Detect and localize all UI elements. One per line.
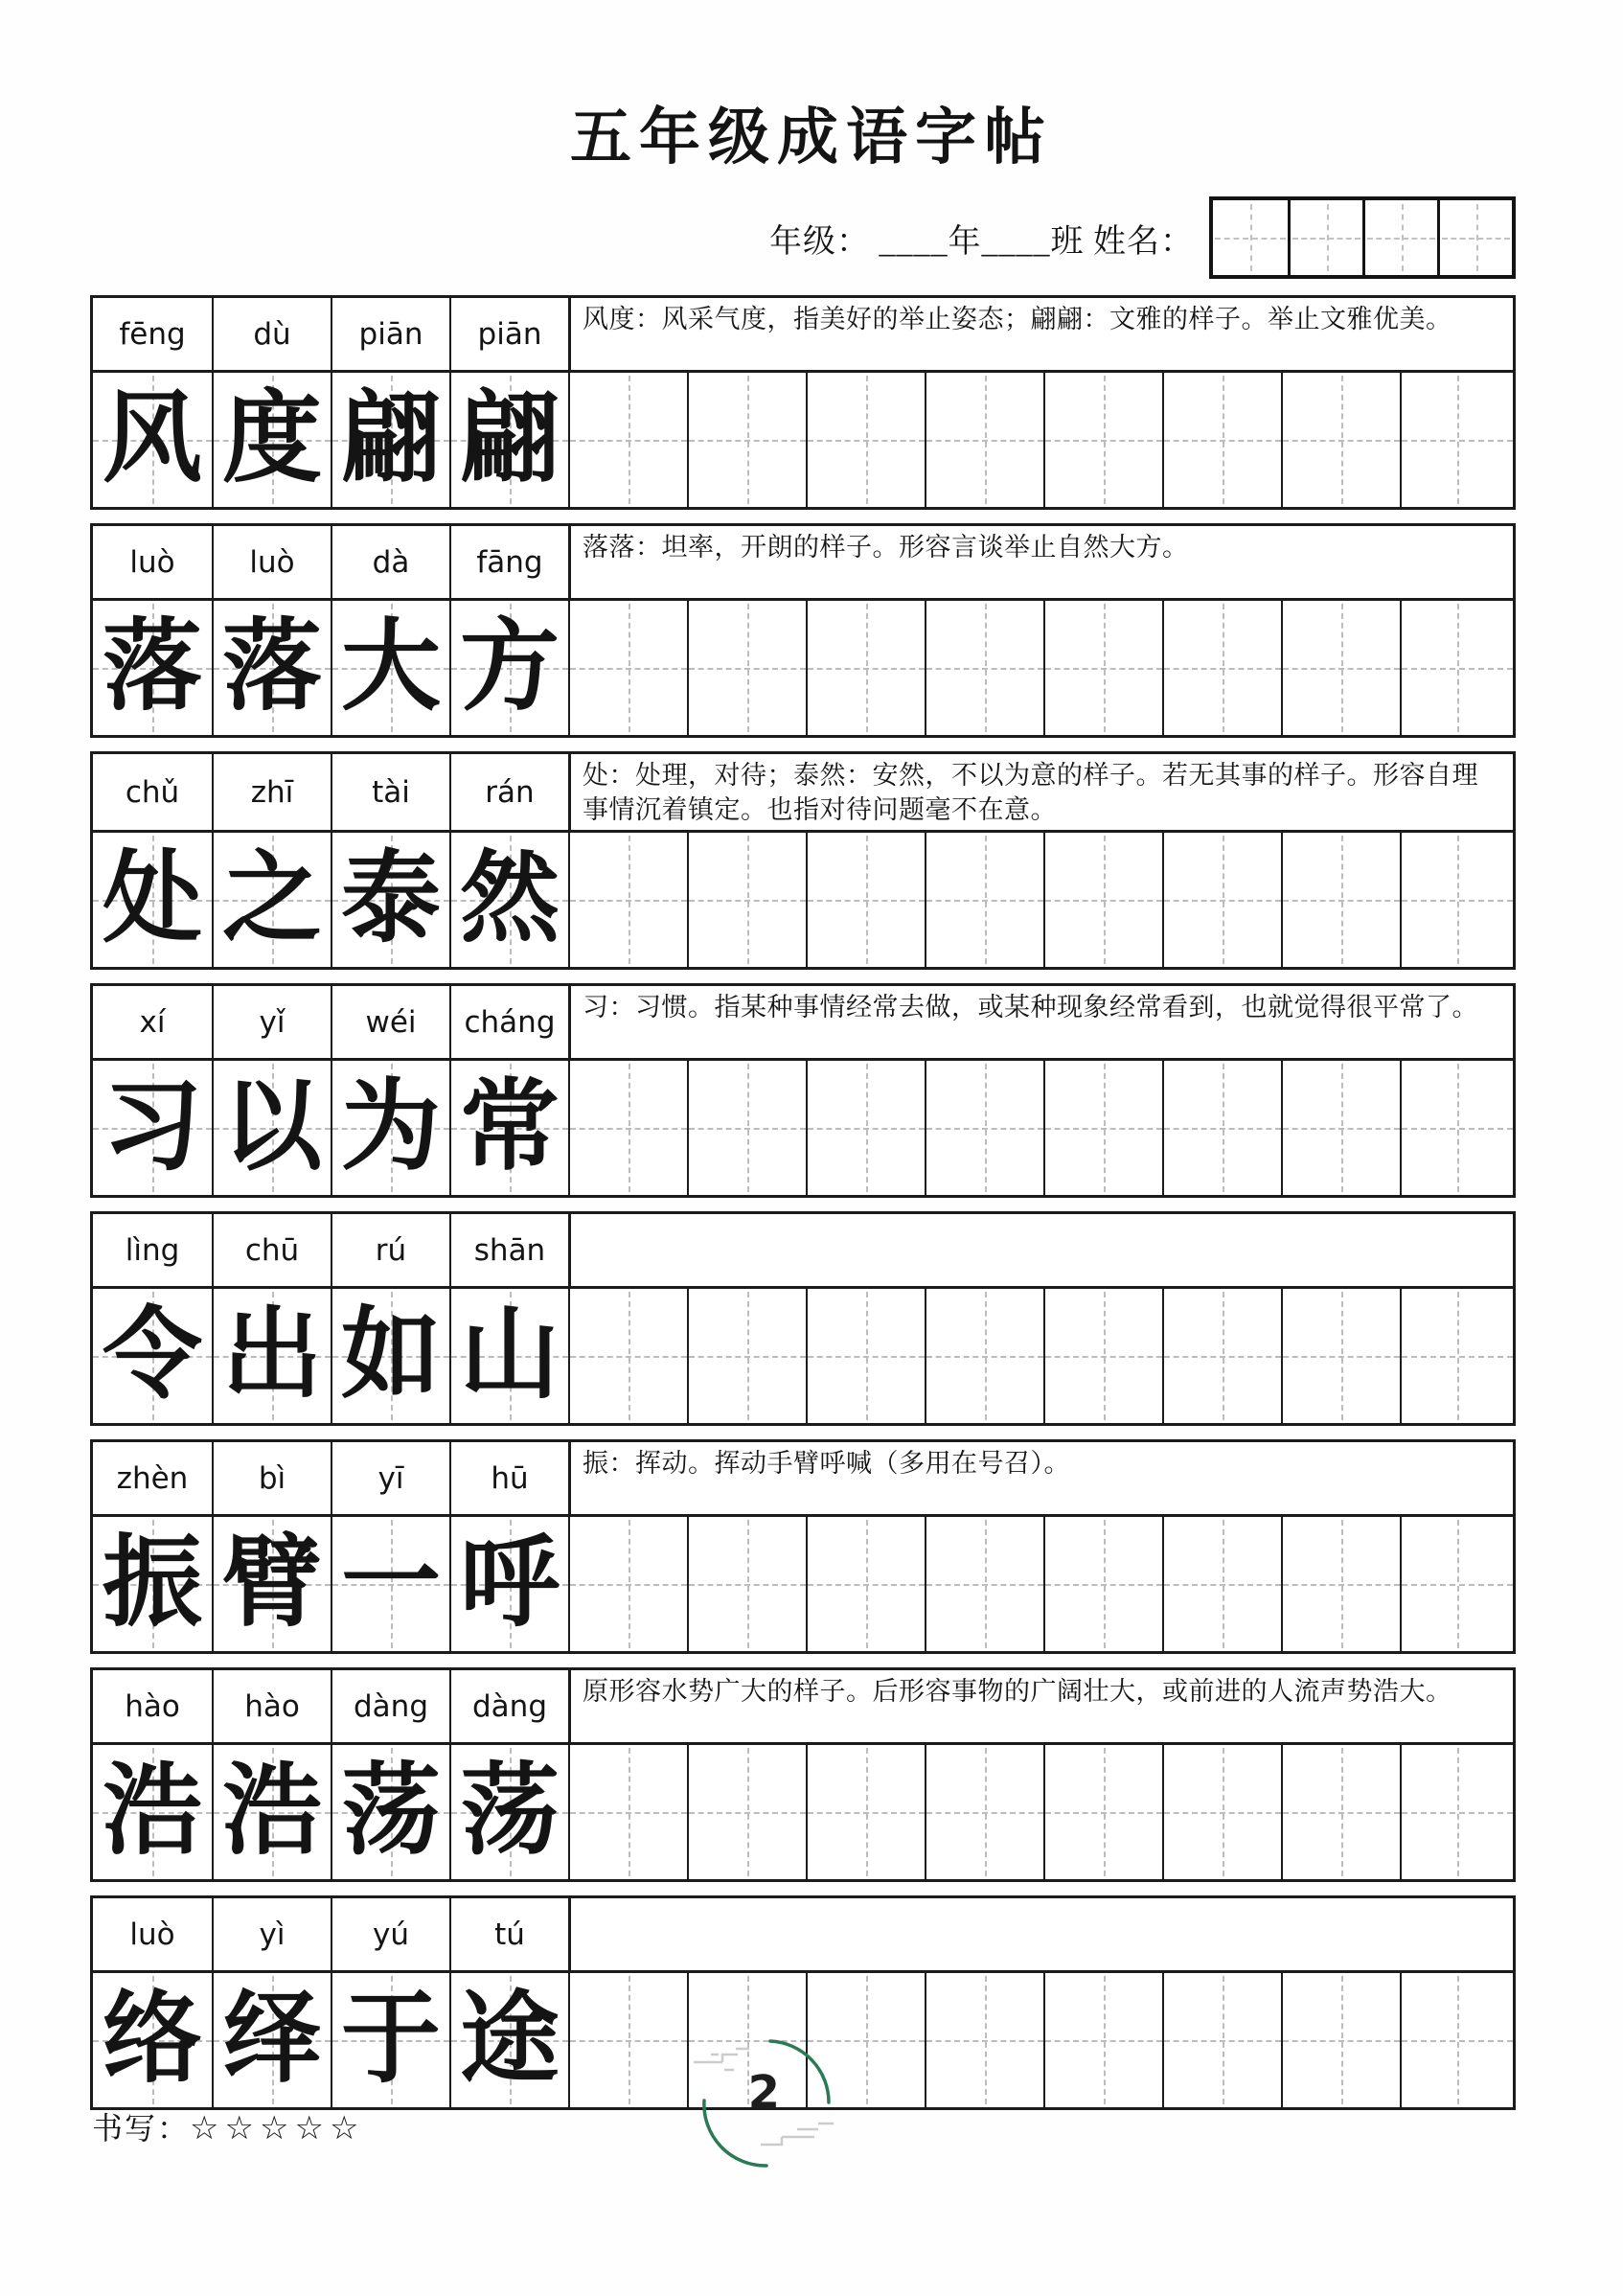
character-cell: 翩: [449, 373, 568, 507]
practice-cell: [1281, 1745, 1400, 1879]
practice-cell: [568, 1517, 687, 1651]
practice-cell: [568, 601, 687, 735]
grade-class-name-line: 年级： ____年____班 姓名：: [769, 223, 1194, 260]
practice-cell: [1400, 1289, 1513, 1423]
practice-cell: [806, 601, 925, 735]
character-cell: 出: [212, 1289, 331, 1423]
definition-text: [568, 1214, 1513, 1286]
practice-cell: [1281, 1289, 1400, 1423]
idiom-block: [90, 1211, 1516, 1426]
page-title: 五年级成语字帖: [570, 103, 1053, 172]
practice-cell: [1043, 1973, 1162, 2107]
practice-cell: [1400, 601, 1513, 735]
pinyin-cell: dàng: [331, 1670, 449, 1742]
rating-stars: ☆☆☆☆☆: [190, 2109, 365, 2147]
practice-cell: [1400, 1061, 1513, 1195]
practice-cell: [687, 1517, 806, 1651]
idiom-block: [90, 295, 1516, 510]
practice-cell: [925, 1061, 1043, 1195]
character-cell: 落: [212, 601, 331, 735]
pinyin-cell: zhī: [212, 754, 331, 830]
character-cell: 大: [331, 601, 449, 735]
practice-cell: [1400, 1517, 1513, 1651]
practice-cell: [1043, 601, 1162, 735]
practice-cell: [925, 1289, 1043, 1423]
pinyin-cell: rú: [331, 1214, 449, 1286]
character-cell: 绎: [212, 1973, 331, 2107]
pinyin-cell: lìng: [125, 1232, 180, 1268]
practice-cell: [687, 601, 806, 735]
pinyin-cell: chǔ: [125, 774, 180, 810]
character-cell: 风: [93, 373, 212, 507]
pinyin-cell: xí: [139, 1004, 166, 1040]
pinyin-cell: luò: [212, 526, 331, 598]
practice-cell: [1162, 1745, 1281, 1879]
character-cell: 于: [331, 1973, 449, 2107]
pinyin-cell: yì: [212, 1898, 331, 1970]
character-cell: 习: [93, 1061, 212, 1195]
practice-cell: [925, 1973, 1043, 2107]
practice-cell: [1281, 1517, 1400, 1651]
practice-cell: [1162, 833, 1281, 967]
name-grid-cell: [1362, 200, 1437, 275]
pinyin-cell: chū: [212, 1214, 331, 1286]
practice-cell: [1400, 1973, 1513, 2107]
practice-cell: [687, 1289, 806, 1423]
character-cell: 度: [212, 373, 331, 507]
practice-cell: [687, 1745, 806, 1879]
pinyin-cell: piān: [449, 298, 568, 370]
pinyin-cell: tài: [331, 754, 449, 830]
definition-text: [568, 1898, 1513, 1970]
rating-label: 书写：: [92, 2111, 191, 2146]
pinyin-cell: yú: [331, 1898, 449, 1970]
practice-cell: [1162, 1289, 1281, 1423]
practice-cell: [925, 601, 1043, 735]
pinyin-cell: zhèn: [116, 1460, 189, 1496]
character-cell: 途: [449, 1973, 568, 2107]
definition-text: 原形容水势广大的样子。后形容事物的广阔壮大，或前进的人流声势浩大。: [568, 1670, 1513, 1742]
practice-cell: [1281, 833, 1400, 967]
practice-cell: [925, 1517, 1043, 1651]
pinyin-cell: rán: [449, 754, 568, 830]
practice-cell: [687, 833, 806, 967]
student-info-row: [90, 194, 1516, 282]
name-grid-cell: [1213, 200, 1288, 275]
pinyin-cell: bì: [212, 1442, 331, 1514]
definition-text: 落落：坦率，开朗的样子。形容言谈举止自然大方。: [568, 526, 1513, 598]
practice-cell: [687, 373, 806, 507]
practice-cell: [1162, 1517, 1281, 1651]
pinyin-cell: hào: [212, 1670, 331, 1742]
name-grid-cell: [1437, 200, 1512, 275]
pinyin-cell: hào: [125, 1688, 180, 1724]
character-cell: 络: [93, 1973, 212, 2107]
character-cell: 臂: [212, 1517, 331, 1651]
pinyin-cell: dàng: [449, 1670, 568, 1742]
character-cell: 常: [449, 1061, 568, 1195]
character-cell: 如: [331, 1289, 449, 1423]
idiom-block: [90, 523, 1516, 738]
character-cell: 荡: [449, 1745, 568, 1879]
character-cell: 处: [93, 833, 212, 967]
practice-cell: [925, 833, 1043, 967]
practice-cell: [1281, 1061, 1400, 1195]
character-cell: 方: [449, 601, 568, 735]
practice-cell: [806, 1289, 925, 1423]
practice-cell: [1162, 373, 1281, 507]
pinyin-cell: dù: [212, 298, 331, 370]
pinyin-cell: hū: [449, 1442, 568, 1514]
character-cell: 翩: [331, 373, 449, 507]
idiom-block: [90, 983, 1516, 1198]
practice-cell: [687, 1061, 806, 1195]
page-number-ornament: [682, 2022, 851, 2194]
practice-cell: [568, 1289, 687, 1423]
writing-rating: [92, 2104, 364, 2148]
name-grid: [1209, 196, 1516, 279]
character-cell: 浩: [93, 1745, 212, 1879]
practice-cell: [806, 1745, 925, 1879]
practice-cell: [806, 1517, 925, 1651]
pinyin-cell: shān: [449, 1214, 568, 1286]
practice-cell: [1400, 833, 1513, 967]
pinyin-cell: fāng: [449, 526, 568, 598]
practice-cell: [925, 373, 1043, 507]
practice-cell: [568, 833, 687, 967]
practice-cell: [568, 373, 687, 507]
idiom-block: [90, 1439, 1516, 1654]
character-cell: 以: [212, 1061, 331, 1195]
pinyin-cell: yǐ: [212, 986, 331, 1058]
practice-cell: [1043, 373, 1162, 507]
character-cell: 然: [449, 833, 568, 967]
practice-cell: [1281, 1973, 1400, 2107]
character-cell: 落: [93, 601, 212, 735]
pinyin-cell: wéi: [331, 986, 449, 1058]
practice-cell: [1400, 373, 1513, 507]
definition-text: 风度：风采气度，指美好的举止姿态；翩翩：文雅的样子。举止文雅优美。: [568, 298, 1513, 370]
practice-cell: [925, 1745, 1043, 1879]
name-grid-cell: [1288, 200, 1362, 275]
character-cell: 山: [449, 1289, 568, 1423]
practice-cell: [806, 1061, 925, 1195]
character-cell: 呼: [449, 1517, 568, 1651]
practice-cell: [1043, 1517, 1162, 1651]
practice-cell: [1043, 1061, 1162, 1195]
practice-cell: [1162, 1061, 1281, 1195]
practice-cell: [1043, 833, 1162, 967]
pinyin-cell: fēng: [119, 316, 186, 352]
character-cell: 振: [93, 1517, 212, 1651]
pinyin-cell: dà: [331, 526, 449, 598]
character-cell: 浩: [212, 1745, 331, 1879]
character-cell: 之: [212, 833, 331, 967]
character-cell: 泰: [331, 833, 449, 967]
pinyin-cell: tú: [449, 1898, 568, 1970]
practice-cell: [1043, 1745, 1162, 1879]
pinyin-cell: piān: [331, 298, 449, 370]
pinyin-cell: luò: [129, 544, 175, 580]
practice-cell: [1400, 1745, 1513, 1879]
pinyin-cell: cháng: [449, 986, 568, 1058]
idiom-block: [90, 751, 1516, 970]
practice-cell: [1043, 1289, 1162, 1423]
practice-cell: [568, 1061, 687, 1195]
practice-cell: [568, 1745, 687, 1879]
practice-cell: [1162, 601, 1281, 735]
pinyin-cell: luò: [129, 1917, 175, 1952]
practice-cell: [1162, 1973, 1281, 2107]
character-cell: 一: [331, 1517, 449, 1651]
practice-cell: [1281, 601, 1400, 735]
definition-text: 处：处理，对待；泰然：安然，不以为意的样子。若无其事的样子。形容自理事情沉着镇定。也指对待问题毫不在意。: [568, 754, 1513, 830]
character-cell: 荡: [331, 1745, 449, 1879]
practice-cell: [1281, 373, 1400, 507]
character-cell: 为: [331, 1061, 449, 1195]
practice-cell: [806, 833, 925, 967]
idiom-block: [90, 1667, 1516, 1882]
character-cell: 令: [93, 1289, 212, 1423]
pinyin-cell: yī: [331, 1442, 449, 1514]
definition-text: 振：挥动。挥动手臂呼喊（多用在号召）。: [568, 1442, 1513, 1514]
practice-cell: [806, 373, 925, 507]
definition-text: 习：习惯。指某种事情经常去做，或某种现象经常看到，也就觉得很平常了。: [568, 986, 1513, 1058]
page-number: 2: [747, 2066, 781, 2120]
practice-cell: [568, 1973, 687, 2107]
